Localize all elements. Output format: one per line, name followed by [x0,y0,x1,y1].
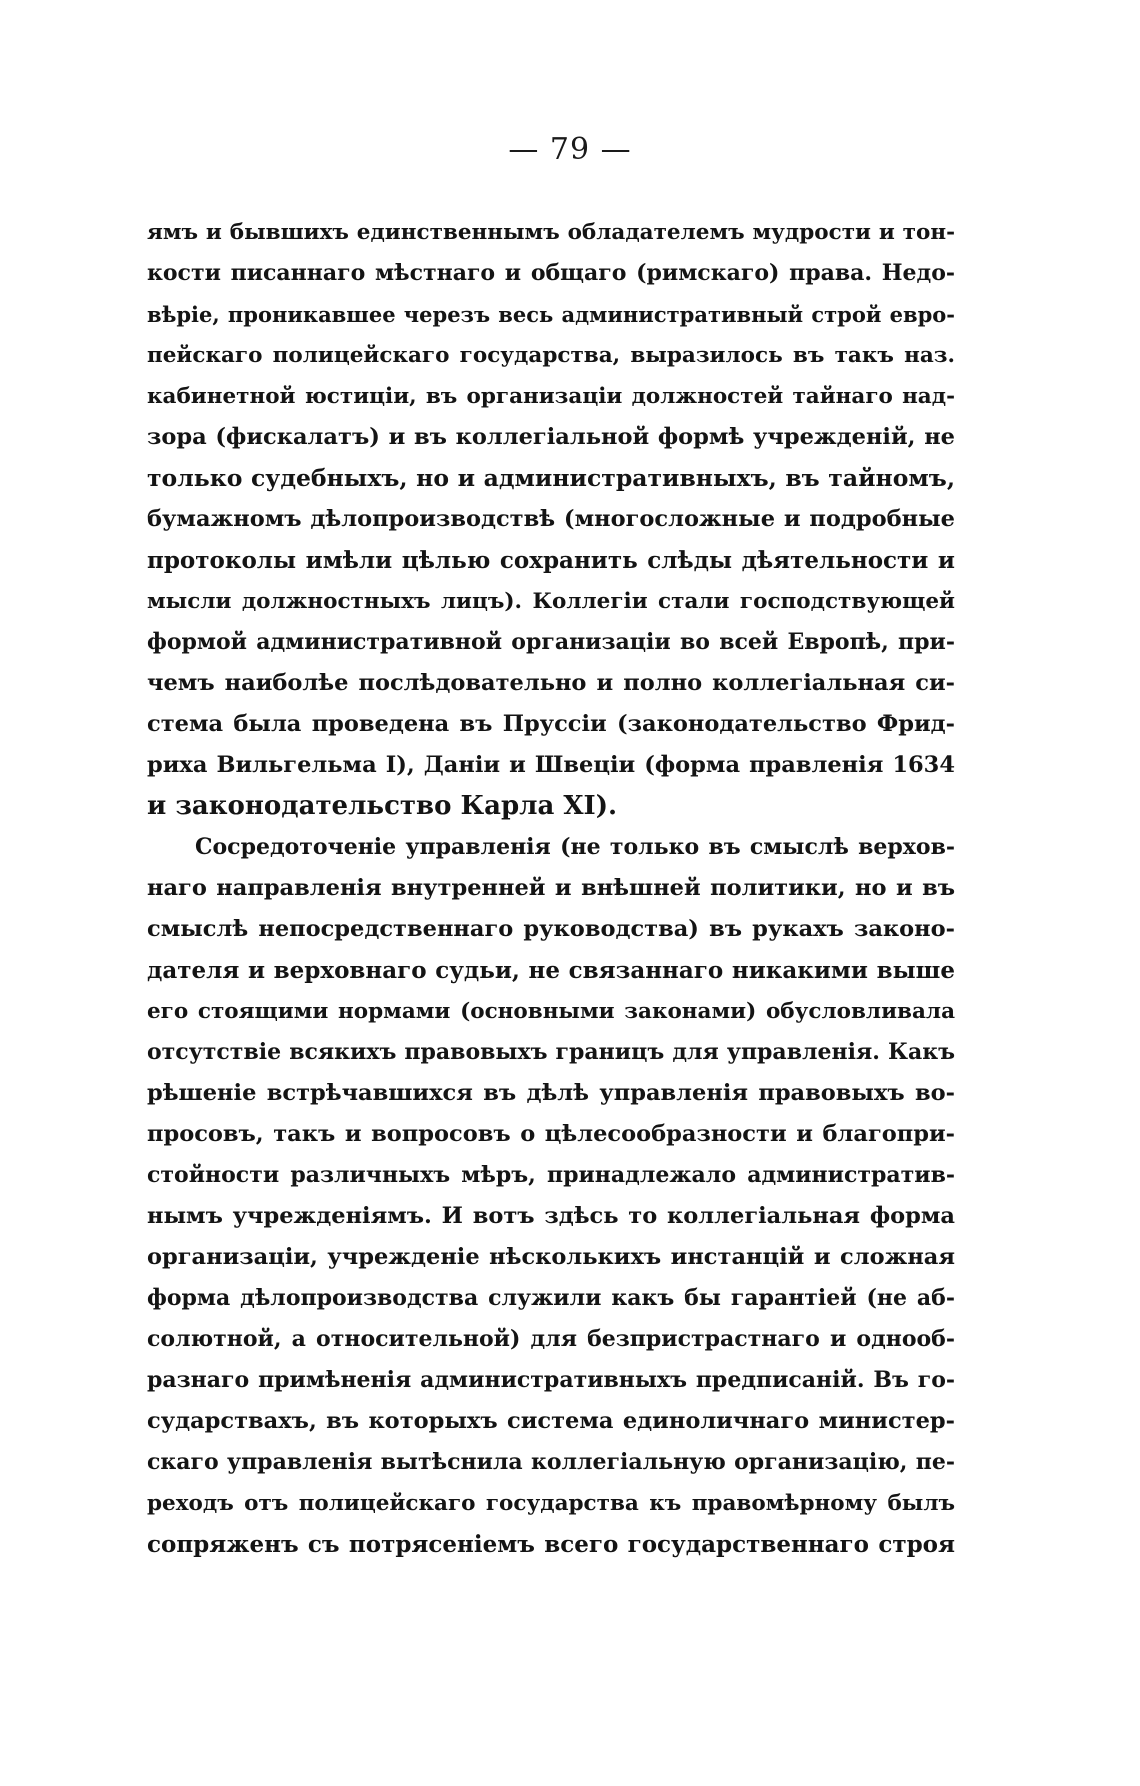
paragraph-1 [147,212,955,827]
text-line: риха Вильгельма I), Даніи и Швеціи (форма правленія 1634 [147,752,955,778]
text-line: протоколы имѣли цѣлью сохранить слѣды дѣятельности и [147,547,955,574]
text-line: форма дѣлопроизводства служили какъ бы гарантіей (не аб- [147,1285,955,1311]
text-line: его стоящими нормами (основными законами) обусловливала [147,999,955,1024]
text-line: Сосредоточеніе управленія (не только въ смыслѣ верхов- [195,834,955,860]
text-line: бумажномъ дѣлопроизводствѣ (многосложные и подробные [147,506,955,532]
text-line: рѣшеніе встрѣчавшихся въ дѣлѣ управленія правовыхъ во- [147,1080,955,1106]
page-number: — 79 — [508,132,632,167]
text-line: мысли должностныхъ лицъ). Коллегіи стали господствующей [147,589,955,614]
text-line: и законодательство Карла XI). [147,791,618,821]
text-line: отсутствіе всякихъ правовыхъ границъ для управленія. Какъ [147,1039,955,1065]
text-line: смыслѣ непосредственнаго руководства) въ рукахъ законо- [147,916,955,942]
body-text [147,212,955,1565]
text-line: сударствахъ, въ которыхъ система единоличнаго министер- [147,1408,955,1434]
text-line: кабинетной юстиціи, въ организаціи должностей тайнаго над- [147,384,955,409]
paragraph-2 [147,827,955,1565]
text-line: наго направленія внутренней и внѣшней политики, но и въ [147,875,955,901]
text-line: только судебныхъ, но и административныхъ, въ тайномъ, [147,464,955,492]
text-line: чемъ наиболѣе послѣдовательно и полно коллегіальная си- [147,670,955,696]
text-line: организаціи, учрежденіе нѣсколькихъ инстанцій и сложная [147,1244,955,1270]
text-line: формой административной организаціи во всей Европѣ, при- [147,629,955,655]
text-line: просовъ, такъ и вопросовъ о цѣлесообразности и благопри- [147,1121,955,1147]
text-line: разнаго примѣненія административныхъ предписаній. Въ го- [147,1367,955,1393]
text-line: пейскаго полицейскаго государства, выразилось въ такъ наз. [147,343,955,368]
text-line: вѣріе, проникавшее черезъ весь административный строй евро- [147,302,955,327]
text-line: скаго управленія вытѣснила коллегіальную организацію, пе- [147,1449,955,1475]
text-line: зора (фискалатъ) и въ коллегіальной формѣ учрежденій, не [147,424,955,450]
text-line: стойности различныхъ мѣръ, принадлежало административ- [147,1162,955,1188]
text-line: реходъ отъ полицейскаго государства къ правомѣрному былъ [147,1491,955,1516]
text-line: нымъ учрежденіямъ. И вотъ здѣсь то коллегіальная форма [147,1203,955,1229]
text-line: кости писаннаго мѣстнаго и общаго (римскаго) права. Недо- [147,260,955,286]
text-line: дателя и верховнаго судьи, не связаннаго никакими выше [147,957,955,984]
text-line: ямъ и бывшихъ единственнымъ обладателемъ мудрости и тон- [147,220,955,245]
text-line: стема была проведена въ Пруссіи (законодательство Фрид- [147,711,955,737]
text-line: солютной, а относительной) для безпристрастнаго и однооб- [147,1326,955,1352]
text-line: сопряженъ съ потрясеніемъ всего государственнаго строя [147,1531,955,1558]
